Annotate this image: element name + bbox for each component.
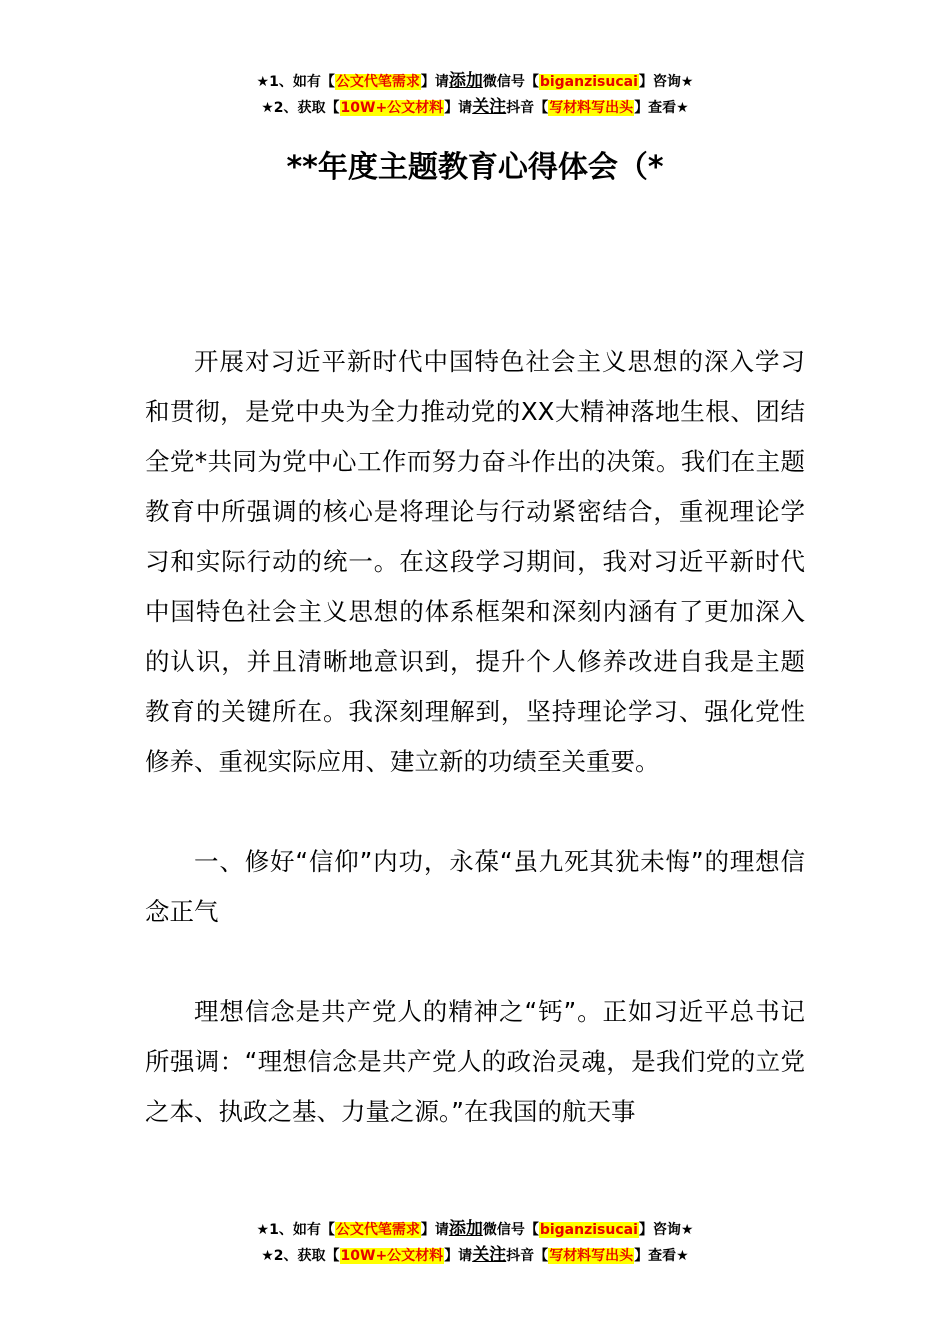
promo-text: 】查看★ (634, 100, 689, 116)
promo-line-1 (0, 69, 950, 95)
promo-highlight: 10W+公文材料 (340, 1248, 444, 1264)
promo-text: 微信号【 (482, 1222, 539, 1238)
promo-text: 】请 (444, 100, 473, 116)
promo-text: ★2、获取【 (261, 100, 340, 116)
promo-text: 】请 (444, 1248, 473, 1264)
promo-emphasis: 关注 (472, 97, 507, 117)
promo-text: ★1、如有【 (256, 74, 335, 90)
promo-highlight: 公文代笔需求 (335, 74, 420, 90)
promo-line-2 (0, 1243, 950, 1269)
promo-banner-top (0, 69, 950, 121)
promo-text: 抖音【 (506, 1248, 549, 1264)
promo-highlight: 写材料写出头 (549, 100, 634, 116)
promo-emphasis: 关注 (472, 1245, 507, 1265)
promo-text: ★1、如有【 (256, 1222, 335, 1238)
document-body (145, 337, 805, 1137)
section-heading: 一、修好“信仰”内功，永葆“虽九死其犹未悔”的理想信念正气 (145, 847, 805, 926)
paragraph-intro: 开展对习近平新时代中国特色社会主义思想的深入学习和贯彻，是党中央为全力推动党的XX大精神落地生根、团结全党*共同为党中心工作而努力奋斗作出的决策。我们在主题教育中所强调的核心是将理论与行动紧密结合，重视理论学习和实际行动的统一。在这段学习期间，我对习近平新时代中国特色社会主义思想的体系框架和深刻内涵有了更加深入的认识，并且清晰地意识到，提升个人修养改进自我是主题教育的关键所在。我深刻理解到，坚持理论学习、强化党性修养、重视实际应用、建立新的功绩至关重要。 (145, 347, 805, 776)
promo-text: ★2、获取【 (261, 1248, 340, 1264)
promo-text: 】请 (420, 74, 449, 90)
promo-line-2 (0, 95, 950, 121)
promo-text: 微信号【 (482, 74, 539, 90)
promo-wechat-id: biganzisucai (539, 1222, 638, 1238)
paragraph-section-1: 理想信念是共产党人的精神之“钙”。正如习近平总书记所强调：“理想信念是共产党人的政治灵魂，是我们党的立党之本、执政之基、力量之源。”在我国的航天事 (145, 997, 805, 1126)
promo-wechat-id: biganzisucai (539, 74, 638, 90)
promo-text: 】请 (420, 1222, 449, 1238)
promo-text: 】咨询★ (638, 1222, 694, 1238)
promo-highlight: 10W+公文材料 (340, 100, 444, 116)
promo-banner-bottom (0, 1217, 950, 1269)
promo-text: 】咨询★ (638, 74, 694, 90)
promo-text: 抖音【 (506, 100, 549, 116)
promo-line-1 (0, 1217, 950, 1243)
paragraph-spacer (145, 937, 805, 987)
promo-highlight: 公文代笔需求 (335, 1222, 420, 1238)
promo-emphasis: 添加 (448, 1219, 483, 1239)
promo-emphasis: 添加 (448, 71, 483, 91)
paragraph-spacer (145, 787, 805, 837)
document-title: **年度主题教育心得体会（* (286, 150, 664, 185)
promo-highlight: 写材料写出头 (549, 1248, 634, 1264)
promo-text: 】查看★ (634, 1248, 689, 1264)
